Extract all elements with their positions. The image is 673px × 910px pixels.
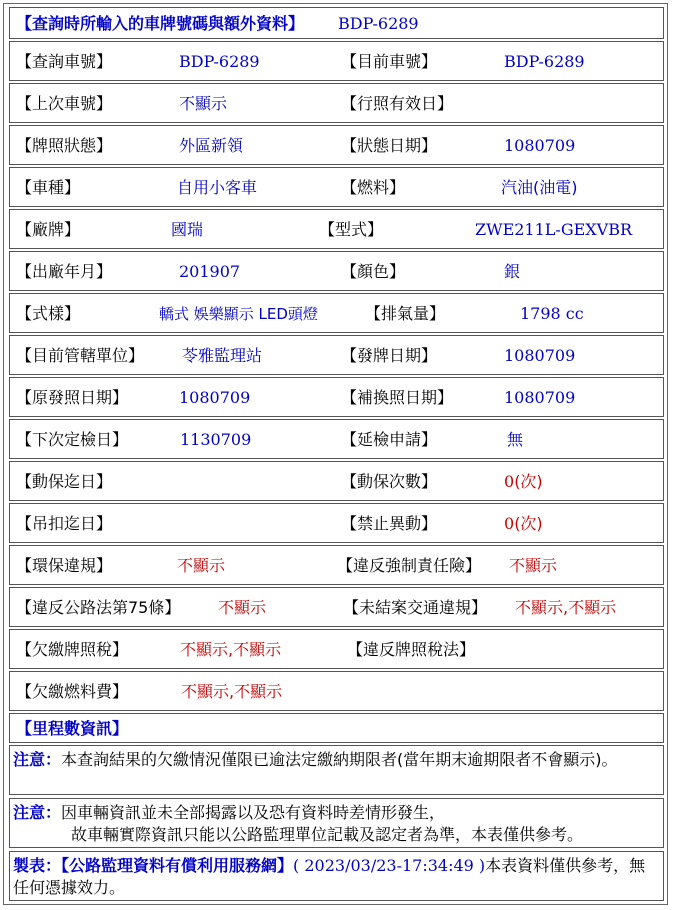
value-transfer-ban-unit: (次) [514,514,543,533]
value-lien-count [504,472,543,492]
value-current-plate: BDP-6289 [504,52,585,71]
report-title-plate: BDP-6289 [338,14,419,33]
value-transfer-ban [504,514,543,534]
label-next-inspect: 【下次定檢日】 [16,430,129,449]
label-license-valid: 【行照有效日】 [341,94,454,113]
row-brand [9,209,664,249]
footer [13,855,660,899]
note-2-prefix: 注意： [13,803,62,822]
value-next-inspect: 1130709 [180,430,252,449]
report-container [3,3,668,905]
label-displacement: 【排氣量】 [365,304,446,323]
label-fuel-fee: 【欠繳燃料費】 [16,682,129,701]
footer-row [9,851,664,901]
label-transfer-ban: 【禁止異動】 [341,514,438,533]
value-model: ZWE211L-GEXVBR [475,220,633,239]
row-plate-tax [9,629,664,669]
value-highway-75: 不顯示 [218,598,267,617]
row-plate-status [9,125,664,165]
row-office [9,335,664,375]
value-last-plate: 不顯示 [179,94,228,113]
label-status-date: 【狀態日期】 [341,136,438,155]
label-manufacture: 【出廠年月】 [16,262,113,281]
row-manufacture [9,251,664,291]
footer-text: 本表資料僅供參考，無任何憑據效力。 [13,856,646,897]
label-plate-tax-law: 【違反牌照稅法】 [347,640,476,659]
row-query-plate [9,41,664,81]
footer-timestamp: ( 2023/03/23-17:34:49 ) [293,856,486,875]
value-reissue-date: 1080709 [504,388,576,407]
note-row-2 [9,798,664,848]
label-query-plate: 【查詢車號】 [16,52,113,71]
label-model: 【型式】 [319,220,384,239]
note-1-text: 本查詢結果的欠繳情況僅限已逾法定繳納期限者(當年期末逾期限者不會顯示)。 [61,750,618,769]
label-extend-apply: 【延檢申請】 [341,430,438,449]
row-lien [9,461,664,501]
note-row-1 [9,745,664,795]
note-2-line2: 故車輛實際資訊只能以公路監理單位記載及認定者為準，本表僅供參考。 [71,825,584,844]
value-fuel-fee: 不顯示,不顯示 [181,682,283,701]
row-revoke [9,503,664,543]
report-title: 【查詢時所輸入的車牌號碼與額外資料】 [16,14,305,33]
label-orig-license: 【原發照日期】 [16,388,129,407]
row-highway-75 [9,587,664,627]
label-current-plate: 【目前車號】 [341,52,438,71]
value-manufacture: 201907 [179,262,241,281]
value-plate-status: 外區新領 [179,136,244,155]
value-status-date: 1080709 [504,136,576,155]
value-fuel: 汽油(油電) [501,178,578,197]
label-reissue-date: 【補換照日期】 [341,388,454,407]
label-vehicle-type: 【車種】 [16,178,81,197]
value-lien-count-number: 0 [504,472,515,491]
row-env-violation [9,545,664,585]
value-issue-date: 1080709 [504,346,576,365]
value-office: 苓雅監理站 [182,346,263,365]
label-plate-status: 【牌照狀態】 [16,136,113,155]
mileage-title: 【里程數資訊】 [16,719,129,738]
title-row [9,7,664,39]
value-env-violation: 不顯示 [177,556,226,575]
note-2 [13,802,660,846]
value-color: 銀 [504,262,521,281]
label-issue-date: 【發牌日期】 [341,346,438,365]
label-env-violation: 【環保違規】 [16,556,113,575]
value-insurance-violation: 不顯示 [509,556,558,575]
row-next-inspect [9,419,664,459]
value-traffic-violation: 不顯示,不顯示 [515,598,617,617]
label-revoke-until: 【吊扣迄日】 [16,514,113,533]
label-last-plate: 【上次車號】 [16,94,113,113]
value-transfer-ban-number: 0 [504,514,515,533]
footer-prefix: 製表： [13,856,62,875]
label-traffic-violation: 【未結案交通違規】 [343,598,488,617]
label-style: 【式樣】 [16,304,81,323]
row-last-plate [9,83,664,123]
label-office: 【目前管轄單位】 [16,346,145,365]
label-lien-count: 【動保次數】 [341,472,438,491]
value-extend-apply: 無 [507,430,524,449]
value-vehicle-type: 自用小客車 [177,178,258,197]
row-orig-license [9,377,664,417]
value-orig-license: 1080709 [179,388,251,407]
row-vehicle-type [9,167,664,207]
value-style: 轎式 娛樂顯示 LED頭燈 [159,305,318,323]
value-brand: 國瑞 [171,220,204,239]
footer-source[interactable]: 【公路監理資料有償利用服務網】 [61,856,294,875]
note-1 [13,749,660,771]
value-displacement: 1798 cc [520,304,584,323]
note-2-line1: 因車輛資訊並未全部揭露以及恐有資料時差情形發生， [61,803,446,822]
value-query-plate: BDP-6289 [179,52,260,71]
label-plate-tax: 【欠繳牌照稅】 [16,640,129,659]
label-lien-until: 【動保迄日】 [16,472,113,491]
row-style [9,293,664,333]
value-plate-tax: 不顯示,不顯示 [180,640,282,659]
label-brand: 【廠牌】 [16,220,81,239]
value-lien-count-unit: (次) [514,472,543,491]
row-fuel-fee [9,671,664,711]
label-insurance-violation: 【違反強制責任險】 [337,556,482,575]
label-color: 【顏色】 [341,262,406,281]
row-mileage [9,713,664,743]
note-1-prefix: 注意： [13,750,62,769]
label-highway-75: 【違反公路法第75條】 [16,598,181,617]
label-fuel: 【燃料】 [341,178,406,197]
